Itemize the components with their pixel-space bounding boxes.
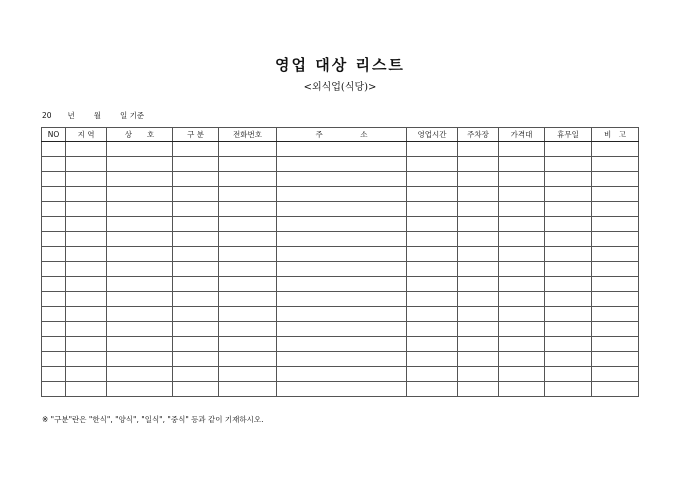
table-cell bbox=[219, 142, 277, 157]
table-row bbox=[42, 322, 639, 337]
table-cell bbox=[499, 157, 545, 172]
table-cell bbox=[66, 262, 107, 277]
table-cell bbox=[407, 172, 458, 187]
table-cell bbox=[42, 382, 66, 397]
table-cell bbox=[66, 202, 107, 217]
table-cell bbox=[458, 322, 499, 337]
table-cell bbox=[107, 352, 173, 367]
table-cell bbox=[499, 322, 545, 337]
table-cell bbox=[173, 262, 219, 277]
date-suffix: 기준 bbox=[129, 111, 145, 120]
header-remarks: 비 고 bbox=[592, 128, 639, 142]
table-cell bbox=[545, 322, 592, 337]
table-cell bbox=[499, 307, 545, 322]
table-cell bbox=[592, 322, 639, 337]
table-cell bbox=[407, 382, 458, 397]
table-cell bbox=[219, 292, 277, 307]
table-cell bbox=[592, 262, 639, 277]
table-cell bbox=[545, 292, 592, 307]
table-cell bbox=[219, 262, 277, 277]
table-cell bbox=[42, 307, 66, 322]
table-cell bbox=[66, 352, 107, 367]
table-cell bbox=[277, 142, 407, 157]
table-cell bbox=[592, 172, 639, 187]
table-cell bbox=[499, 217, 545, 232]
table-cell bbox=[277, 382, 407, 397]
table-cell bbox=[407, 352, 458, 367]
table-cell bbox=[277, 322, 407, 337]
table-cell bbox=[545, 382, 592, 397]
table-cell bbox=[592, 247, 639, 262]
table-cell bbox=[277, 202, 407, 217]
table-cell bbox=[66, 217, 107, 232]
table-cell bbox=[407, 277, 458, 292]
table-cell bbox=[499, 172, 545, 187]
table-cell bbox=[173, 142, 219, 157]
table-cell bbox=[66, 142, 107, 157]
table-cell bbox=[42, 292, 66, 307]
table-cell bbox=[545, 142, 592, 157]
table-cell bbox=[407, 337, 458, 352]
table-cell bbox=[42, 187, 66, 202]
table-cell bbox=[592, 382, 639, 397]
table-cell bbox=[592, 352, 639, 367]
sales-target-table bbox=[41, 127, 639, 397]
table-cell bbox=[545, 187, 592, 202]
table-cell bbox=[107, 247, 173, 262]
table-cell bbox=[173, 202, 219, 217]
table-cell bbox=[407, 157, 458, 172]
table-cell bbox=[499, 292, 545, 307]
document-title: 영업 대상 리스트 bbox=[275, 56, 405, 74]
table-cell bbox=[219, 352, 277, 367]
table-cell bbox=[219, 367, 277, 382]
table-cell bbox=[42, 262, 66, 277]
table-cell bbox=[42, 172, 66, 187]
table-cell bbox=[592, 232, 639, 247]
table-cell bbox=[173, 172, 219, 187]
table-row bbox=[42, 202, 639, 217]
table-cell bbox=[66, 157, 107, 172]
table-cell bbox=[407, 322, 458, 337]
table-row bbox=[42, 217, 639, 232]
table-cell bbox=[107, 142, 173, 157]
table-cell bbox=[107, 172, 173, 187]
table-cell bbox=[458, 367, 499, 382]
table-cell bbox=[458, 187, 499, 202]
table-cell bbox=[545, 217, 592, 232]
table-cell bbox=[545, 247, 592, 262]
table-cell bbox=[42, 232, 66, 247]
header-parking: 주차장 bbox=[458, 128, 499, 142]
table-cell bbox=[458, 172, 499, 187]
table-cell bbox=[219, 172, 277, 187]
table-cell bbox=[545, 307, 592, 322]
table-row bbox=[42, 352, 639, 367]
table-cell bbox=[219, 307, 277, 322]
header-closed-days: 휴무일 bbox=[545, 128, 592, 142]
table-cell bbox=[592, 292, 639, 307]
table-cell bbox=[66, 187, 107, 202]
footnote: ※ "구분"란은 "한식", "양식", "일식", "중식" 등과 같이 기재하시오. bbox=[42, 415, 264, 424]
table-cell bbox=[42, 142, 66, 157]
table-cell bbox=[66, 367, 107, 382]
table-cell bbox=[42, 157, 66, 172]
table-cell bbox=[458, 262, 499, 277]
table-cell bbox=[407, 232, 458, 247]
table-cell bbox=[407, 217, 458, 232]
table-cell bbox=[499, 187, 545, 202]
table-cell bbox=[458, 292, 499, 307]
year-unit: 년 bbox=[67, 111, 75, 120]
table-cell bbox=[545, 277, 592, 292]
table-cell bbox=[173, 217, 219, 232]
table-cell bbox=[592, 337, 639, 352]
table-cell bbox=[66, 337, 107, 352]
table-cell bbox=[277, 307, 407, 322]
header-no: NO bbox=[42, 128, 66, 142]
table-cell bbox=[407, 142, 458, 157]
date-line bbox=[42, 110, 144, 121]
table-cell bbox=[277, 367, 407, 382]
table-cell bbox=[107, 157, 173, 172]
table-cell bbox=[219, 382, 277, 397]
table-cell bbox=[66, 277, 107, 292]
header-address: 주 소 bbox=[277, 128, 407, 142]
table-row bbox=[42, 367, 639, 382]
table-cell bbox=[592, 157, 639, 172]
table-cell bbox=[173, 232, 219, 247]
table-cell bbox=[107, 307, 173, 322]
table-cell bbox=[458, 217, 499, 232]
table-cell bbox=[499, 367, 545, 382]
table-cell bbox=[499, 382, 545, 397]
table-cell bbox=[277, 172, 407, 187]
table-cell bbox=[277, 232, 407, 247]
table-cell bbox=[545, 172, 592, 187]
table-cell bbox=[173, 292, 219, 307]
header-category: 구 분 bbox=[173, 128, 219, 142]
table-cell bbox=[499, 262, 545, 277]
table-cell bbox=[277, 292, 407, 307]
table-cell bbox=[592, 142, 639, 157]
table-cell bbox=[42, 322, 66, 337]
table-cell bbox=[407, 247, 458, 262]
table-cell bbox=[66, 232, 107, 247]
table-row bbox=[42, 142, 639, 157]
table-cell bbox=[458, 232, 499, 247]
table-cell bbox=[219, 202, 277, 217]
table-cell bbox=[66, 247, 107, 262]
table-cell bbox=[173, 247, 219, 262]
table-row bbox=[42, 232, 639, 247]
table-cell bbox=[107, 322, 173, 337]
table-row bbox=[42, 337, 639, 352]
table-cell bbox=[407, 292, 458, 307]
table-row bbox=[42, 292, 639, 307]
table-cell bbox=[219, 157, 277, 172]
table-cell bbox=[219, 217, 277, 232]
table-cell bbox=[173, 382, 219, 397]
table-cell bbox=[277, 352, 407, 367]
table-cell bbox=[545, 232, 592, 247]
table-cell bbox=[592, 202, 639, 217]
month-unit: 월 bbox=[93, 111, 102, 120]
table-cell bbox=[458, 247, 499, 262]
table-cell bbox=[107, 262, 173, 277]
table-cell bbox=[107, 187, 173, 202]
table-cell bbox=[42, 277, 66, 292]
table-cell bbox=[545, 352, 592, 367]
table-cell bbox=[407, 202, 458, 217]
table-cell bbox=[107, 292, 173, 307]
table-cell bbox=[545, 262, 592, 277]
table-cell bbox=[499, 232, 545, 247]
table-cell bbox=[42, 202, 66, 217]
table-cell bbox=[219, 322, 277, 337]
table-cell bbox=[545, 367, 592, 382]
table-cell bbox=[107, 337, 173, 352]
table-cell bbox=[592, 217, 639, 232]
table-cell bbox=[499, 337, 545, 352]
document-subtitle: <외식업(식당)> bbox=[303, 82, 377, 93]
header-region: 지 역 bbox=[66, 128, 107, 142]
table-cell bbox=[107, 217, 173, 232]
table-body bbox=[42, 142, 639, 397]
table-cell bbox=[42, 217, 66, 232]
table-row bbox=[42, 247, 639, 262]
table-cell bbox=[458, 382, 499, 397]
header-phone: 전화번호 bbox=[219, 128, 277, 142]
table-cell bbox=[42, 337, 66, 352]
table-cell bbox=[219, 337, 277, 352]
table-cell bbox=[407, 187, 458, 202]
table-cell bbox=[592, 307, 639, 322]
header-price-range: 가격대 bbox=[499, 128, 545, 142]
table-cell bbox=[277, 217, 407, 232]
table-cell bbox=[66, 292, 107, 307]
table-cell bbox=[277, 157, 407, 172]
table-cell bbox=[277, 262, 407, 277]
table-cell bbox=[42, 352, 66, 367]
table-cell bbox=[545, 157, 592, 172]
table-cell bbox=[66, 172, 107, 187]
table-cell bbox=[458, 157, 499, 172]
table-cell bbox=[173, 337, 219, 352]
table-cell bbox=[219, 187, 277, 202]
table-cell bbox=[545, 202, 592, 217]
header-business-name: 상 호 bbox=[107, 128, 173, 142]
table-row bbox=[42, 262, 639, 277]
table-cell bbox=[458, 277, 499, 292]
table-cell bbox=[42, 247, 66, 262]
table-cell bbox=[66, 382, 107, 397]
table-cell bbox=[173, 277, 219, 292]
table-cell bbox=[107, 382, 173, 397]
table-cell bbox=[277, 187, 407, 202]
table-cell bbox=[407, 367, 458, 382]
table-cell bbox=[499, 142, 545, 157]
table-cell bbox=[458, 337, 499, 352]
header-business-hours: 영업시간 bbox=[407, 128, 458, 142]
table-cell bbox=[173, 157, 219, 172]
year-value: 20 bbox=[42, 111, 52, 120]
table-cell bbox=[499, 277, 545, 292]
table-row bbox=[42, 157, 639, 172]
table-cell bbox=[173, 307, 219, 322]
table-cell bbox=[499, 247, 545, 262]
table-cell bbox=[407, 307, 458, 322]
table-cell bbox=[407, 262, 458, 277]
table-cell bbox=[219, 232, 277, 247]
table-cell bbox=[277, 337, 407, 352]
table-cell bbox=[458, 352, 499, 367]
table-row bbox=[42, 187, 639, 202]
table-cell bbox=[458, 307, 499, 322]
table-cell bbox=[173, 187, 219, 202]
table-cell bbox=[173, 352, 219, 367]
table-cell bbox=[66, 307, 107, 322]
table-cell bbox=[173, 322, 219, 337]
table-header-row bbox=[42, 128, 639, 142]
table-cell bbox=[458, 142, 499, 157]
table-cell bbox=[107, 202, 173, 217]
table-cell bbox=[107, 367, 173, 382]
table-row bbox=[42, 277, 639, 292]
table-cell bbox=[42, 367, 66, 382]
table-row bbox=[42, 307, 639, 322]
table-row bbox=[42, 172, 639, 187]
table-cell bbox=[499, 352, 545, 367]
table-cell bbox=[219, 247, 277, 262]
day-unit: 일 bbox=[120, 111, 128, 120]
table-cell bbox=[66, 322, 107, 337]
table-cell bbox=[277, 277, 407, 292]
table-cell bbox=[592, 187, 639, 202]
table-cell bbox=[107, 232, 173, 247]
table-cell bbox=[458, 202, 499, 217]
table-cell bbox=[219, 277, 277, 292]
table-cell bbox=[107, 277, 173, 292]
table-cell bbox=[592, 277, 639, 292]
table-cell bbox=[545, 337, 592, 352]
table-cell bbox=[592, 367, 639, 382]
table-cell bbox=[277, 247, 407, 262]
table-row bbox=[42, 382, 639, 397]
table-cell bbox=[499, 202, 545, 217]
table-cell bbox=[173, 367, 219, 382]
